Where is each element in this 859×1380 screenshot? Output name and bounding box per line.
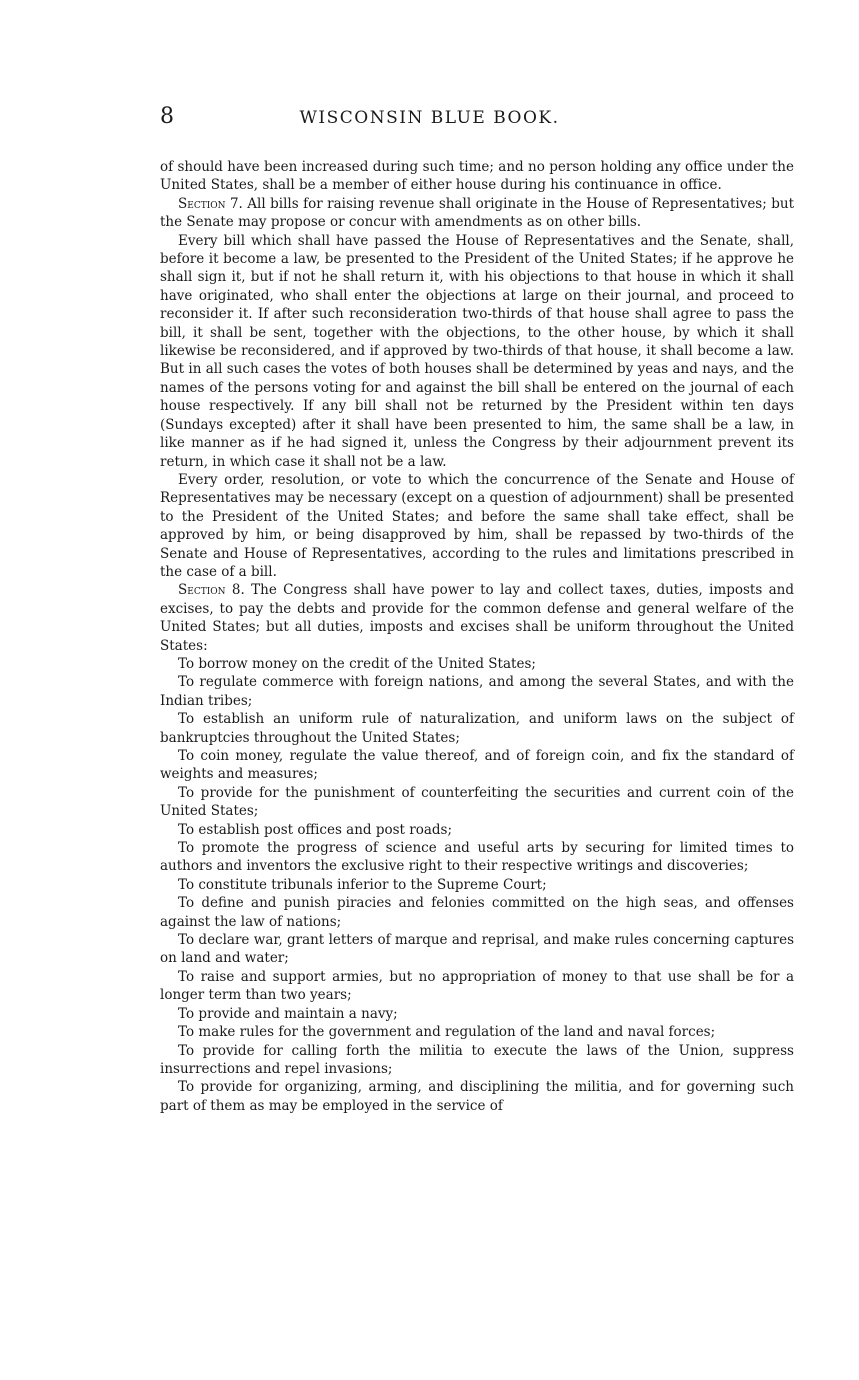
page-number: 8 (160, 104, 174, 129)
clause: To establish an uniform rule of naturalization, and uniform laws on the subject of bankruptcies throughout the United States; (160, 711, 794, 746)
running-title: WISCONSIN BLUE BOOK. (299, 108, 560, 128)
section-label: Section 8. (178, 582, 245, 599)
clause: To define and punish piracies and felonies committed on the high seas, and offenses against the law of nations; (160, 895, 794, 930)
clause: To provide for organizing, arming, and disciplining the militia, and for governing such part of them as may be employed in the service of (160, 1079, 794, 1114)
paragraph: Section 7. All bills for raising revenue shall originate in the House of Representatives; but the Senate may propose or concur with amendments as on other bills. (160, 195, 794, 231)
clause: To regulate commerce with foreign nations, and among the several States, and with the Indian tribes; (160, 674, 794, 709)
clause: To coin money, regulate the value thereof, and of foreign coin, and fix the standard of weights and measures; (160, 748, 794, 783)
paragraph: Every bill which shall have passed the House of Representatives and the Senate, shall, before it become a law, be presented to the President of the United States; if he approve he shall sign it, but if not he shall return it, with his objections to that house in which it shall have originated, who shall enter the objections at large on their journal, and proceed to reconsider it. If after such reconsideration two-thirds of that house shall agree to pass the bill, it shall be sent, together with the objections, to the other house, by which it shall likewise be reconsidered, and if approved by two-thirds of that house, it shall become a law. But in all such cases the votes of both houses shall be determined by yeas and nays, and the names of the persons voting for and against the bill shall be entered on the journal of each house respectively. If any bill shall not be returned by the President within ten days (Sundays excepted) after it shall have been presented to him, the same shall be a law, in like manner as if he had signed it, unless the Congress by their adjournment prevent its return, in which case it shall not be a law. (160, 232, 794, 470)
section-label: Section 7. (178, 195, 243, 212)
clause: To establish post offices and post roads; (178, 821, 453, 838)
clause: To raise and support armies, but no appropriation of money to that use shall be for a longer term than two years; (160, 968, 794, 1004)
paragraph: Section 8. The Congress shall have power to lay and collect taxes, duties, imposts and excises, to pay the debts and provide for the common defense and general welfare of the United States; but all duties, imposts and excises shall be uniform throughout the United States: (160, 582, 795, 654)
clause: To make rules for the government and regulation of the land and naval forces; (178, 1024, 716, 1041)
clause: To provide and maintain a navy; (178, 1005, 398, 1022)
paragraph: of should have been increased during such time; and no person holding any office under the United States, shall be a member of either house during his continuance in office. (160, 159, 794, 194)
clause: To constitute tribunals inferior to the Supreme Court; (178, 876, 547, 893)
clause: To promote the progress of science and useful arts by securing for limited times to authors and inventors the exclusive right to their respective writings and discoveries; (160, 840, 794, 875)
clause: To provide for calling forth the militia to execute the laws of the Union, suppress insurrections and repel invasions; (160, 1042, 794, 1077)
clause: To borrow money on the credit of the United States; (178, 655, 536, 672)
paragraph: Every order, resolution, or vote to which the concurrence of the Senate and House of Representatives may be necessary (except on a question of adjournment) shall be presented to the President of the United States; and before the same shall take effect, shall be approved by him, or being disapproved by him, shall be repassed by two-thirds of the Senate and House of Representatives, according to the rules and limitations prescribed in the case of a bill. (160, 471, 794, 580)
page-header (0, 104, 859, 136)
clause: To declare war, grant letters of marque and reprisal, and make rules concerning captures on land and water; (160, 932, 794, 967)
body-text (160, 158, 794, 1115)
clause: To provide for the punishment of counterfeiting the securities and current coin of the United States; (160, 784, 794, 820)
